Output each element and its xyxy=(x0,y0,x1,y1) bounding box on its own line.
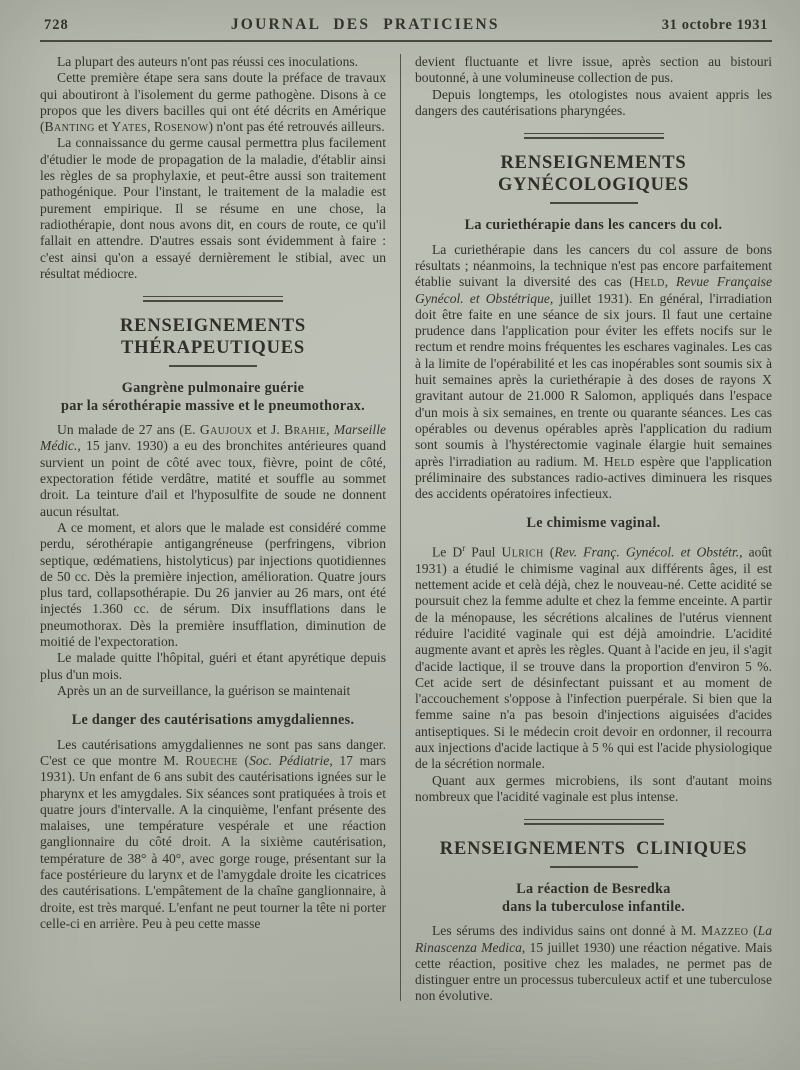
body-paragraph: Les cautérisations amygdaliennes ne sont pas sans danger. C'est ce que montre M. Roueche (Soc. Pédiatrie, 17 mars 1931). Un enfant de 6 ans subit des cautérisations ignées sur le pharynx et les amygdales. Six séances sont pratiquées à trois et quatre jours d'intervalle. A la cinquième, l'enfant présente des malaises, une température vespérale et une réaction ganglionnaire du côté droit. A la sixième cautérisation, température de 38° à 40°, avec gorge rouge, présentant sur la face postérieure du larynx et de l'amygdale droite les cicatrices des cautérisations. L'empâtement de la chaîne ganglionnaire, à droite, est très marqué. L'enfant ne peut tourner la tête ni porter celle-ci en arrière. Peu à peu cette masse xyxy=(40,736,386,931)
body-paragraph: La plupart des auteurs n'ont pas réussi ces inoculations. xyxy=(57,54,359,69)
page-number: 728 xyxy=(44,17,69,33)
page-header xyxy=(40,14,772,42)
body-paragraph: La connaissance du germe causal permettra plus facilement d'étudier le mode de propagation de la maladie, d'établir ainsi les règles de sa prophylaxie, et peut-être aussi son traitement pathogénique. Pour l'instant, le traitement de la maladie est purement empirique. Il se résume en une chose, la radiothérapie, dont nous avons dit, en cours de route, ce qu'il fallait en attendre. D'autres essais sont évidemment à faire : c'est ainsi qu'on a essayé dernièrement le stibial, avec un résultat médiocre. xyxy=(40,135,386,281)
body-paragraph: Les sérums des individus sains ont donné à M. Mazzeo (La Rinascenza Medica, 15 juillet 1930) une réaction négative. Mais cette réaction, positive chez les malades, ne permet pas de distinguer entre un processus tuberculeux actif et une tuberculose non évolutive. xyxy=(415,923,773,1004)
section-title: RENSEIGNEMENTS GYNÉCOLOGIQUES xyxy=(415,152,772,204)
journal-title: JOURNAL DES PRATICIENS xyxy=(230,16,500,33)
body-paragraph: Après un an de surveillance, la guérison se maintenait xyxy=(57,682,351,698)
body-paragraph: Depuis longtemps, les otologistes nous avaient appris les dangers des cautérisations pharyngées. xyxy=(415,86,772,118)
left-column xyxy=(40,54,400,1005)
article-subhead: Gangrène pulmonaire guérie par la sérothérapie massive et le pneumothorax. xyxy=(61,380,365,414)
issue-date: 31 octobre 1931 xyxy=(661,17,768,33)
section-divider xyxy=(524,819,664,825)
body-paragraph: Le $D^r$ Paul Ulrich (Rev. Franç. Gynécol. et Obstétr., août 1931) a étudié le chimisme vaginal aux différents âges, il est nettement acide et celà déjà, chez le nouveau-né. Cette acidité se poursuit chez la femme adulte et chez la femme enceinte. A partir de la ménopause, les sécrétions alcalines de l'utérus viennent réduire l'acidité vaginale qui est déjà amoindrie. L'acidité augmente avant et après les règles. Quant à l'acide en jeu, il s'agit d'acide lactique, il se trouve dans la proportion d'environ 5 %. Cet acide sert de désinfectant puissant et au moment de l'accouchement s'oppose à l'infection puerpérale. Si bien que la femme saine n'a pas besoin d'injections aiguisées d'acides antiseptiques. Si le médecin croit devoir en ordonner, il recourra aux injections d'acide lactique à 5 % qui est l'acide physiologique de la sécrétion normale. xyxy=(415,542,772,772)
two-column-layout xyxy=(40,54,772,1005)
body-paragraph: La curiethérapie dans les cancers du col assure de bons résultats ; néanmoins, la technique n'est pas encore parfaitement établie suivant la diversité des cas (Held, Revue Française Gynécol. et Obstétrique, juillet 1931). En général, l'irradiation doit être faite en une séance de six jours. Il faut une certaine prudence dans l'application pour éviter les effets nocifs sur le rectum et rendre moins fréquentes les eschares vaginales. Les cas à la limite de l'opérabilité et les cas inopérables sont soumis six à huit semaines après la curiethérapie à des doses de rayons X gravitant autour de 21.000 R Salomon, appliqués dans l'espace d'un mois à six semaines, en trente ou quarante séances. Les cas opérables ou devenus opérables après l'application du radium sont soumis à l'hystérectomie vaginale élargie huit semaines après l'irradiation au radium. M. Held espère que l'application préliminaire des substances radio-actives diminuera les risques des accidents opératoires infectieux. xyxy=(415,241,773,502)
section-title: RENSEIGNEMENTS THÉRAPEUTIQUES xyxy=(40,315,386,367)
article-subhead: La curiethérapie dans les cancers du col. xyxy=(464,217,723,234)
section-title: RENSEIGNEMENTS CLINIQUES xyxy=(415,838,772,868)
body-paragraph: A ce moment, et alors que le malade est considéré comme perdu, sérothérapie antigangréneuse (perfringens, vibrion septique, œdématiens, histolyticus) par injections quotidiennes de 50 cc. Dès la première injection, amélioration. Quatre jours plus tard, collapsothérapie. Du 26 janvier au 26 mars, ont été injectés 1.360 cc. de sérum. Dix insufflations dans le pneumothorax. Dès la première insufflation, diminution de moitié de l'expectoration. xyxy=(40,519,386,650)
body-paragraph: devient fluctuante et livre issue, après section au bistouri boutonné, à une volumineuse collection de pus. xyxy=(415,54,772,86)
body-paragraph: Le malade quitte l'hôpital, guéri et étant apyrétique depuis plus d'un mois. xyxy=(40,650,386,682)
body-paragraph: Un malade de 27 ans (E. Gaujoux et J. Brahie, Marseille Médic., 15 janv. 1930) a eu des bronchites antérieures quand survient un point de côté avec toux, fièvre, point de côté, expectoration fétide verdâtre, matité et souffle au sommet droit. La teinture d'ail et l'hyposulfite de soude ne donnent aucun résultat. xyxy=(40,422,387,519)
section-divider xyxy=(524,133,664,139)
article-subhead: Le chimisme vaginal. xyxy=(526,515,661,532)
body-paragraph: Quant aux germes microbiens, ils sont d'autant moins nombreux que l'acidité vaginale est plus intense. xyxy=(415,772,772,804)
right-column xyxy=(401,54,772,1005)
body-paragraph: Cette première étape sera sans doute la préface de travaux qui aboutiront à l'isolement du germe pathogène. Disons à ce propos que les divers bacilles qui ont été décrits en Amérique (Banting et Yates, Rosenow) n'ont pas été retrouvés ailleurs. xyxy=(40,70,386,135)
article-subhead: La réaction de Besredka dans la tuberculose infantile. xyxy=(502,881,685,915)
article-subhead: Le danger des cautérisations amygdaliennes. xyxy=(71,712,355,729)
section-divider xyxy=(143,296,283,302)
